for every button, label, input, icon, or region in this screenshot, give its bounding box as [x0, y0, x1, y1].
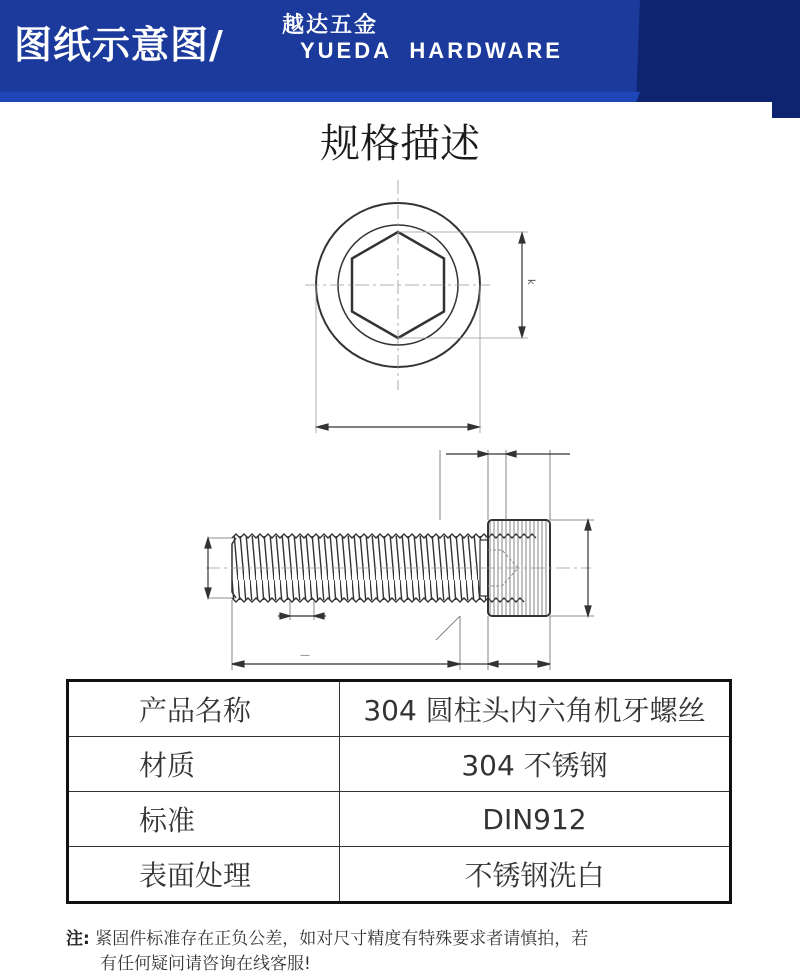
brand-name-en: YUEDA HARDWARE	[300, 38, 563, 63]
note-label: 注:	[66, 929, 90, 949]
top-view-dim-label: k	[525, 279, 536, 285]
row-label: 产品名称	[68, 681, 340, 737]
note-line-1: 紧固件标准存在正负公差，如对尺寸精度有特殊要求者请慎拍，若	[95, 929, 589, 949]
row-label: 标准	[68, 792, 340, 847]
section-title: 规格描述	[320, 121, 480, 167]
row-value: 304 圆柱头内六角机牙螺丝	[340, 681, 731, 737]
bolt-side-view-drawing	[196, 440, 606, 675]
page-title: 图纸示意图/	[14, 23, 224, 67]
bolt-top-view-drawing	[300, 175, 540, 440]
table-row	[68, 681, 731, 737]
header-banner	[0, 0, 800, 118]
table-row	[68, 737, 731, 792]
side-view-dim-label: —	[300, 650, 310, 661]
row-label: 材质	[68, 737, 340, 792]
spec-table	[66, 679, 732, 904]
note-line-2: 有任何疑问请咨询在线客服!	[100, 954, 311, 974]
row-value: 304 不锈钢	[340, 737, 731, 792]
row-label: 表面处理	[68, 847, 340, 903]
brand-name-cn: 越达五金	[282, 13, 379, 38]
table-row	[68, 847, 731, 903]
row-value: DIN912	[340, 792, 731, 847]
disclaimer-note	[66, 927, 736, 977]
row-value: 不锈钢洗白	[340, 847, 731, 903]
table-row	[68, 792, 731, 847]
